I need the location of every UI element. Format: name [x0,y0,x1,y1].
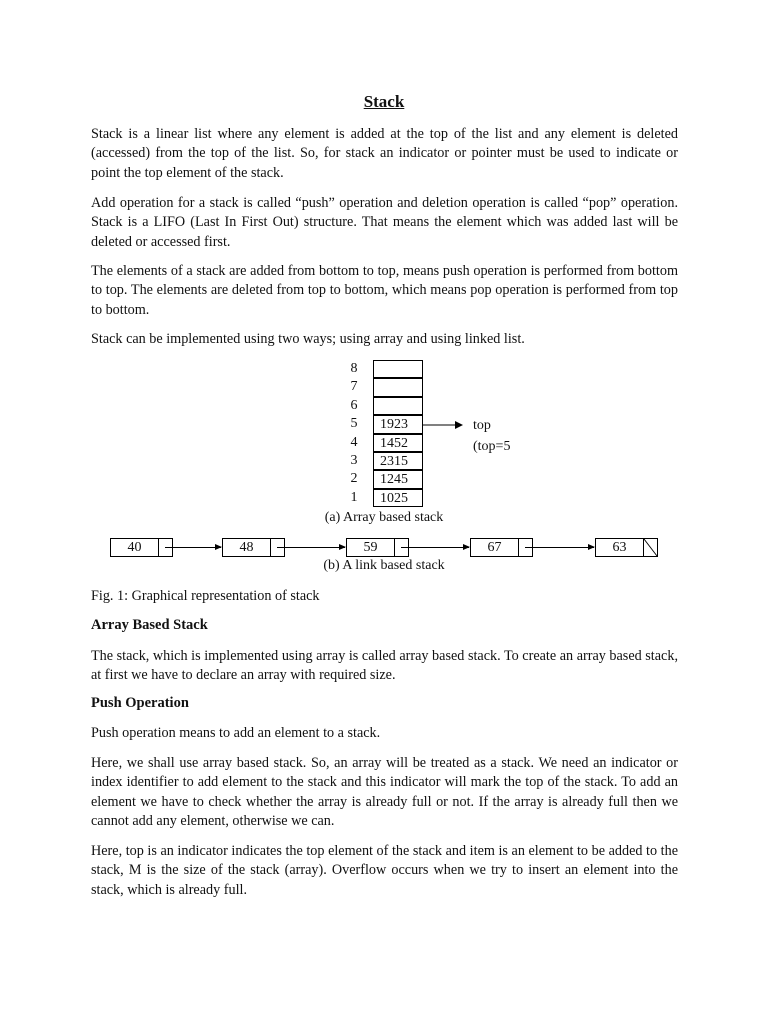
array-index: 4 [350,434,358,450]
paragraph-push-definition: Push operation means to add an element to a stack. [91,725,381,741]
node-value: 63 [596,539,644,556]
array-index: 7 [350,379,358,395]
array-index: 8 [350,361,358,376]
array-index: 2 [350,471,358,487]
array-cell: 2315 [373,452,423,470]
page-title: Stack [363,92,405,111]
top-label: top [473,418,491,433]
figure-caption: Fig. 1: Graphical representation of stack [91,588,320,604]
node-value: 59 [347,539,395,556]
array-index: 1 [350,489,358,505]
link-arrow [525,547,594,548]
array-cell: 1923 [373,415,423,433]
paragraph-overflow: Here, top is an indicator indicates the top element of the stack and item is an element to be added to the stack, M is the size of the stack (array). Overflow occurs when we try to insert an element into the stack, which is already full. [91,843,678,898]
array-cell [373,378,423,396]
link-arrow [165,547,221,548]
link-arrow [401,547,469,548]
array-cell [373,397,423,415]
array-figure-caption: (a) Array based stack [324,510,444,525]
top-pointer-arrow [423,418,463,432]
top-note: (top=5 [473,439,511,454]
paragraph-implementation: Stack can be implemented using two ways; using array and using linked list. [91,331,525,347]
array-cell: 1025 [373,489,423,507]
heading-array-based-stack: Array Based Stack [91,617,208,633]
list-node [222,538,285,557]
list-node [595,538,658,557]
heading-push-operation: Push Operation [91,695,189,711]
array-index: 5 [350,416,358,432]
list-node [346,538,409,557]
node-value: 40 [111,539,159,556]
node-value: 67 [471,539,519,556]
linked-figure-caption: (b) A link based stack [323,558,445,573]
list-node [110,538,173,557]
array-cell: 1452 [373,434,423,452]
array-cell [373,360,423,378]
paragraph-push-pop: Add operation for a stack is called “push” operation and deletion operation is called “pop” operation. Stack is a LIFO (Last In First Out) structure. That means the element which was added last will be deleted or accessed first. [91,195,678,250]
node-value: 48 [223,539,271,556]
array-index: 3 [350,453,358,468]
paragraph-order: The elements of a stack are added from bottom to top, means push operation is performed from bottom to top. The elements are deleted from top to bottom, which means pop operation is performed from top to bottom. [91,263,678,318]
list-node [470,538,533,557]
paragraph-stack-definition: Stack is a linear list where any element is added at the top of the list and any element is deleted (accessed) from the top of the list. So, for stack an indicator or pointer must be used to indicate or point the top element of the stack. [91,126,678,181]
link-arrow [277,547,345,548]
array-index: 6 [350,397,358,413]
array-cell: 1245 [373,470,423,488]
paragraph-push-details: Here, we shall use array based stack. So, an array will be treated as a stack. We need an indicator or index identifier to add element to the stack and this indicator will mark the top of the stack. To add an element we have to check whether the array is already full or not. If the array is already full then we cannot add any element, otherwise we can. [91,755,678,829]
paragraph-array-stack: The stack, which is implemented using array is called array based stack. To create an array based stack, at first we have to declare an array with required size. [91,648,678,684]
null-pointer [644,539,657,556]
null-slash-icon [644,539,657,556]
